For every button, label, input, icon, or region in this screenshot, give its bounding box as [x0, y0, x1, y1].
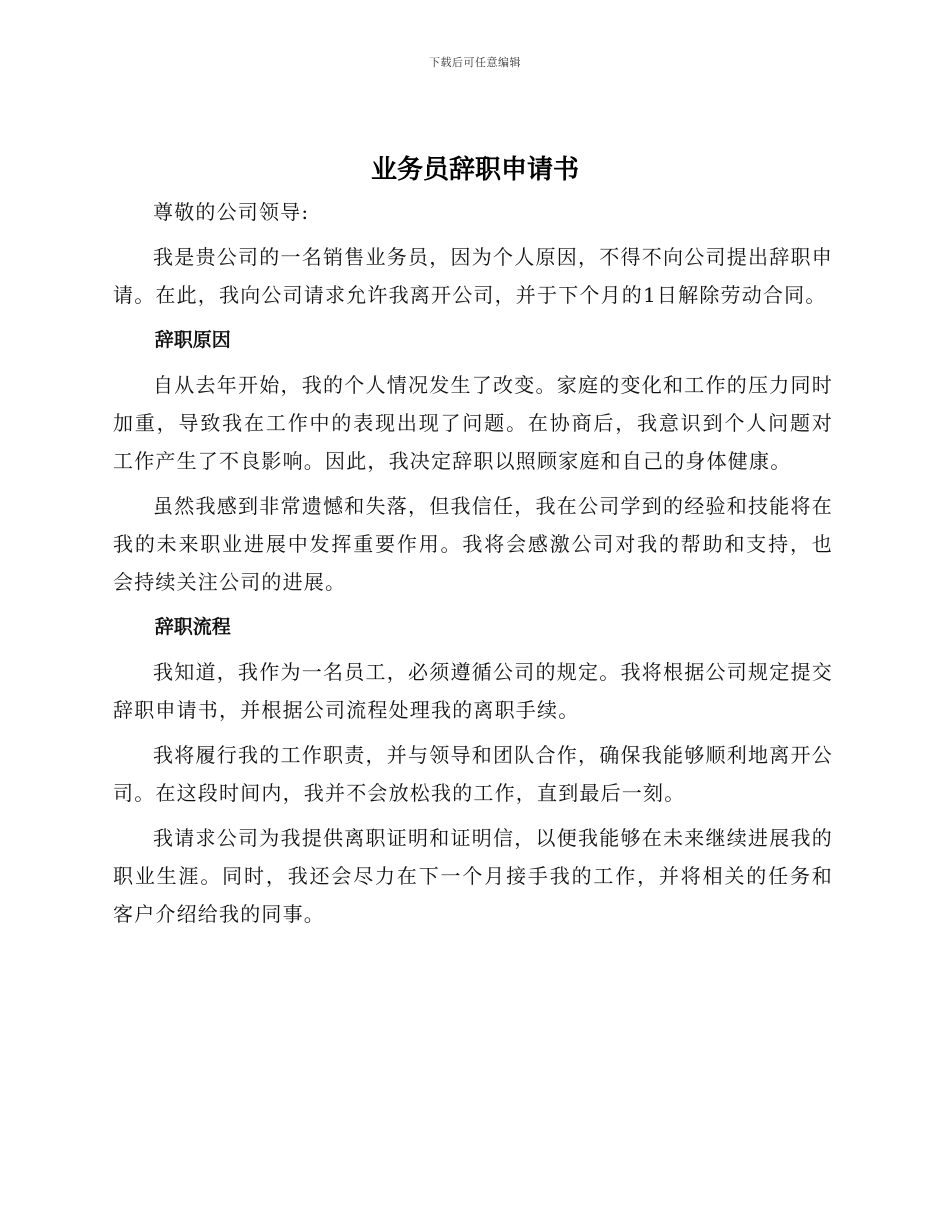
section-heading: 辞职原因 — [154, 329, 231, 351]
body-paragraph: 自从去年开始，我的个人情况发生了改变。家庭的变化和工作的压力同时加重，导致我在工作中的表现出现了问题。在协商后，我意识到个人问题对工作产生了不良影响。因此，我决定辞职以照顾家庭和自己的身体健康。 — [113, 373, 833, 473]
page-header-note: 下载后可任意编辑 — [429, 56, 521, 69]
section-heading: 辞职流程 — [154, 616, 231, 638]
document-title: 业务员辞职申请书 — [370, 155, 579, 185]
body-paragraph: 虽然我感到非常遗憾和失落，但我信任，我在公司学到的经验和技能将在我的未来职业进展中发挥重要作用。我将会感激公司对我的帮助和支持，也会持续关注公司的进展。 — [113, 494, 833, 594]
section-resignation-reason — [113, 321, 833, 601]
body-paragraph: 我知道，我作为一名员工，必须遵循公司的规定。我将根据公司规定提交辞职申请书，并根据公司流程处理我的离职手续。 — [113, 660, 833, 722]
greeting: 尊敬的公司领导: — [153, 200, 310, 224]
intro-paragraph: 我是贵公司的一名销售业务员，因为个人原因，不得不向公司提出辞职申请。在此，我向公司请求允许我离开公司，并于下个月的1日解除劳动合同。 — [113, 245, 833, 307]
document-body — [113, 193, 833, 940]
section-resignation-process — [113, 608, 833, 933]
body-paragraph: 我请求公司为我提供离职证明和证明信，以便我能够在未来继续进展我的职业生涯。同时，我还会尽力在下一个月接手我的工作，并将相关的任务和客户介绍给我的同事。 — [113, 826, 833, 926]
body-paragraph: 我将履行我的工作职责，并与领导和团队合作，确保我能够顺利地离开公司。在这段时间内，我并不会放松我的工作，直到最后一刻。 — [113, 743, 833, 805]
